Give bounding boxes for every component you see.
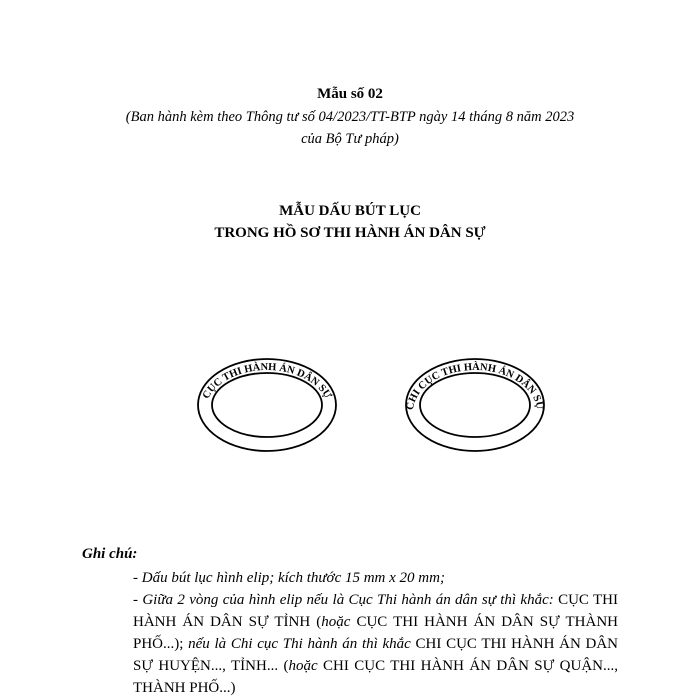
notes-heading: Ghi chú:: [82, 546, 138, 562]
note-engraving-urban-district: CHI CỤC THI HÀNH ÁN DÂN SỰ QUẬN..., THÀNH PHỐ...): [133, 658, 618, 696]
note-engraving-district: CHI CỤC THI HÀNH ÁN DÂN SỰ HUYỆN..., TỈNH... (: [133, 636, 618, 674]
note-size: - Dấu bút lục hình elip; kích thước 15 mm x 20 mm;: [133, 570, 445, 586]
note-engraving-branch-intro: nếu là Chi cục Thi hành án thì khắc: [188, 636, 411, 652]
stamp-inner-ellipse: [212, 373, 322, 437]
note-engraving-or-2: hoặc: [288, 658, 318, 674]
issuance-line-2: của Bộ Tư pháp): [301, 131, 399, 147]
note-engraving-intro: - Giữa 2 vòng của hình elip nếu là Cục Thi hành án dân sự thì khắc:: [133, 592, 554, 608]
form-number: Mẫu số 02: [317, 86, 383, 102]
stamp-district-label: CHI CỤC THI HÀNH ÁN DÂN SỰ: [404, 361, 546, 411]
stamp-samples-svg: [180, 345, 560, 465]
stamp-inner-ellipse: [420, 373, 530, 437]
stamp-provincial-label: CỤC THI HÀNH ÁN DÂN SỰ: [200, 361, 334, 401]
document-title: [0, 200, 700, 244]
issuance-note: [90, 106, 610, 150]
notes-body: [133, 567, 618, 699]
note-engraving: [133, 589, 618, 699]
title-line-1: MẪU DẤU BÚT LỤC: [279, 203, 421, 219]
note-engraving-or-1: hoặc: [321, 614, 351, 630]
note-engraving-province: CỤC THI HÀNH ÁN DÂN SỰ TỈNH (: [133, 592, 618, 630]
title-line-2: TRONG HỒ SƠ THI HÀNH ÁN DÂN SỰ: [214, 225, 486, 241]
stamp-provincial: [198, 359, 336, 451]
stamp-samples: [180, 345, 560, 465]
note-engraving-city: CỤC THI HÀNH ÁN DÂN SỰ THÀNH PHỐ...);: [133, 614, 618, 652]
issuance-line-1: (Ban hành kèm theo Thông tư số 04/2023/TT-BTP ngày 14 tháng 8 năm 2023: [125, 109, 575, 125]
stamp-district: [405, 359, 545, 451]
